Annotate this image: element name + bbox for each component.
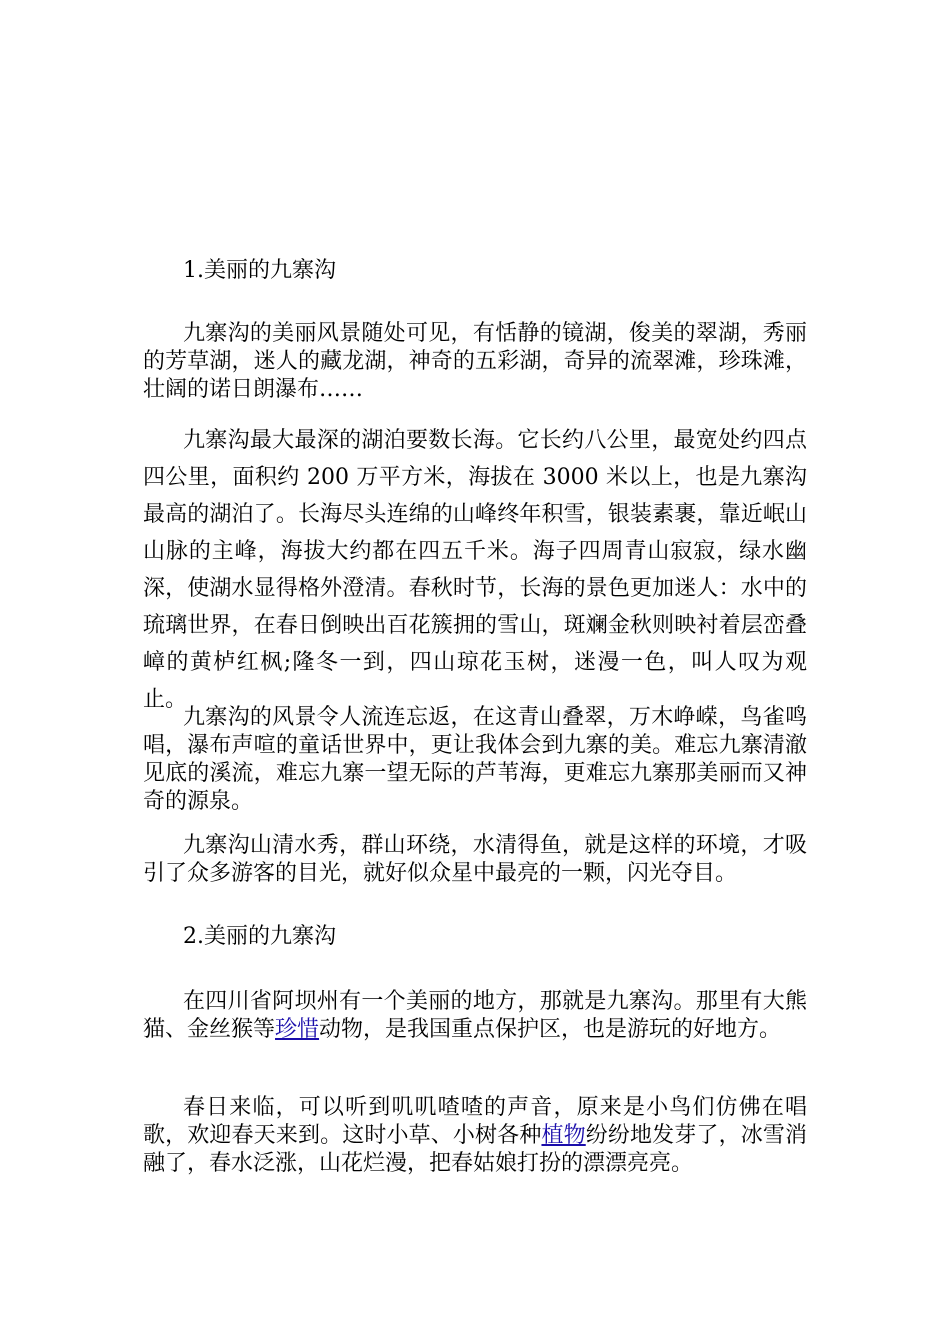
link-zhenxi[interactable]: 珍惜 [275,1017,320,1042]
section1-paragraph-1: 九寨沟的美丽风景随处可见，有恬静的镜湖，俊美的翠湖，秀丽的芳草湖，迷人的藏龙湖，神奇的五彩湖，奇异的流翠滩，珍珠滩，壮阔的诺日朗瀑布…… [143,321,807,402]
section2-heading: 2.美丽的九寨沟 [183,924,336,949]
paragraph-text: 在四川省阿坝州有一个美丽的地方，那就是九寨沟。那里有大熊猫、金丝猴等 [143,989,807,1042]
section1-paragraph-2: 九寨沟最大最深的湖泊要数长海。它长约八公里，最宽处约四点四公里，面积约 200 万平方米，海拔在 3000 米以上，也是九寨沟最高的湖泊了。长海尽头连绵的山峰终年积雪，银装素裹，靠近岷山山脉的主峰，海拔大约都在四五千米。海子四周青山寂寂，绿水幽深，使湖水显得格外澄清。春秋时节，长海的景色更加迷人：水中的琉璃世界，在春日倒映出百花簇拥的雪山，斑斓金秋则映衬着层峦叠嶂的黄栌红枫;隆冬一到，四山琼花玉树，迷漫一色，叫人叹为观止。 [143,428,807,712]
section1-heading: 1.美丽的九寨沟 [183,258,336,283]
section2-paragraph-1 [143,988,807,1044]
section1-paragraph-4: 九寨沟山清水秀，群山环绕，水清得鱼，就是这样的环境，才吸引了众多游客的目光，就好似众星中最亮的一颗，闪光夺目。 [143,833,807,886]
section1-paragraph-3: 九寨沟的风景令人流连忘返，在这青山叠翠，万木峥嵘，鸟雀鸣唱，瀑布声喧的童话世界中，更让我体会到九寨的美。难忘九寨清澈见底的溪流，难忘九寨一望无际的芦苇海，更难忘九寨那美丽而又神奇的源泉。 [143,705,807,814]
link-zhiwu[interactable]: 植物 [541,1123,586,1148]
paragraph-text: 纷纷地发芽了，冰雪消融了，春水泛涨，山花烂漫，把春姑娘打扮的漂漂亮亮。 [143,1123,807,1176]
paragraph-text: 动物，是我国重点保护区，也是游玩的好地方。 [319,1017,782,1042]
section2-paragraph-2 [143,1094,807,1178]
paragraph-text: 春日来临，可以听到叽叽喳喳的声音，原来是小鸟们仿佛在唱歌，欢迎春天来到。这时小草、小树各种 [143,1095,807,1148]
